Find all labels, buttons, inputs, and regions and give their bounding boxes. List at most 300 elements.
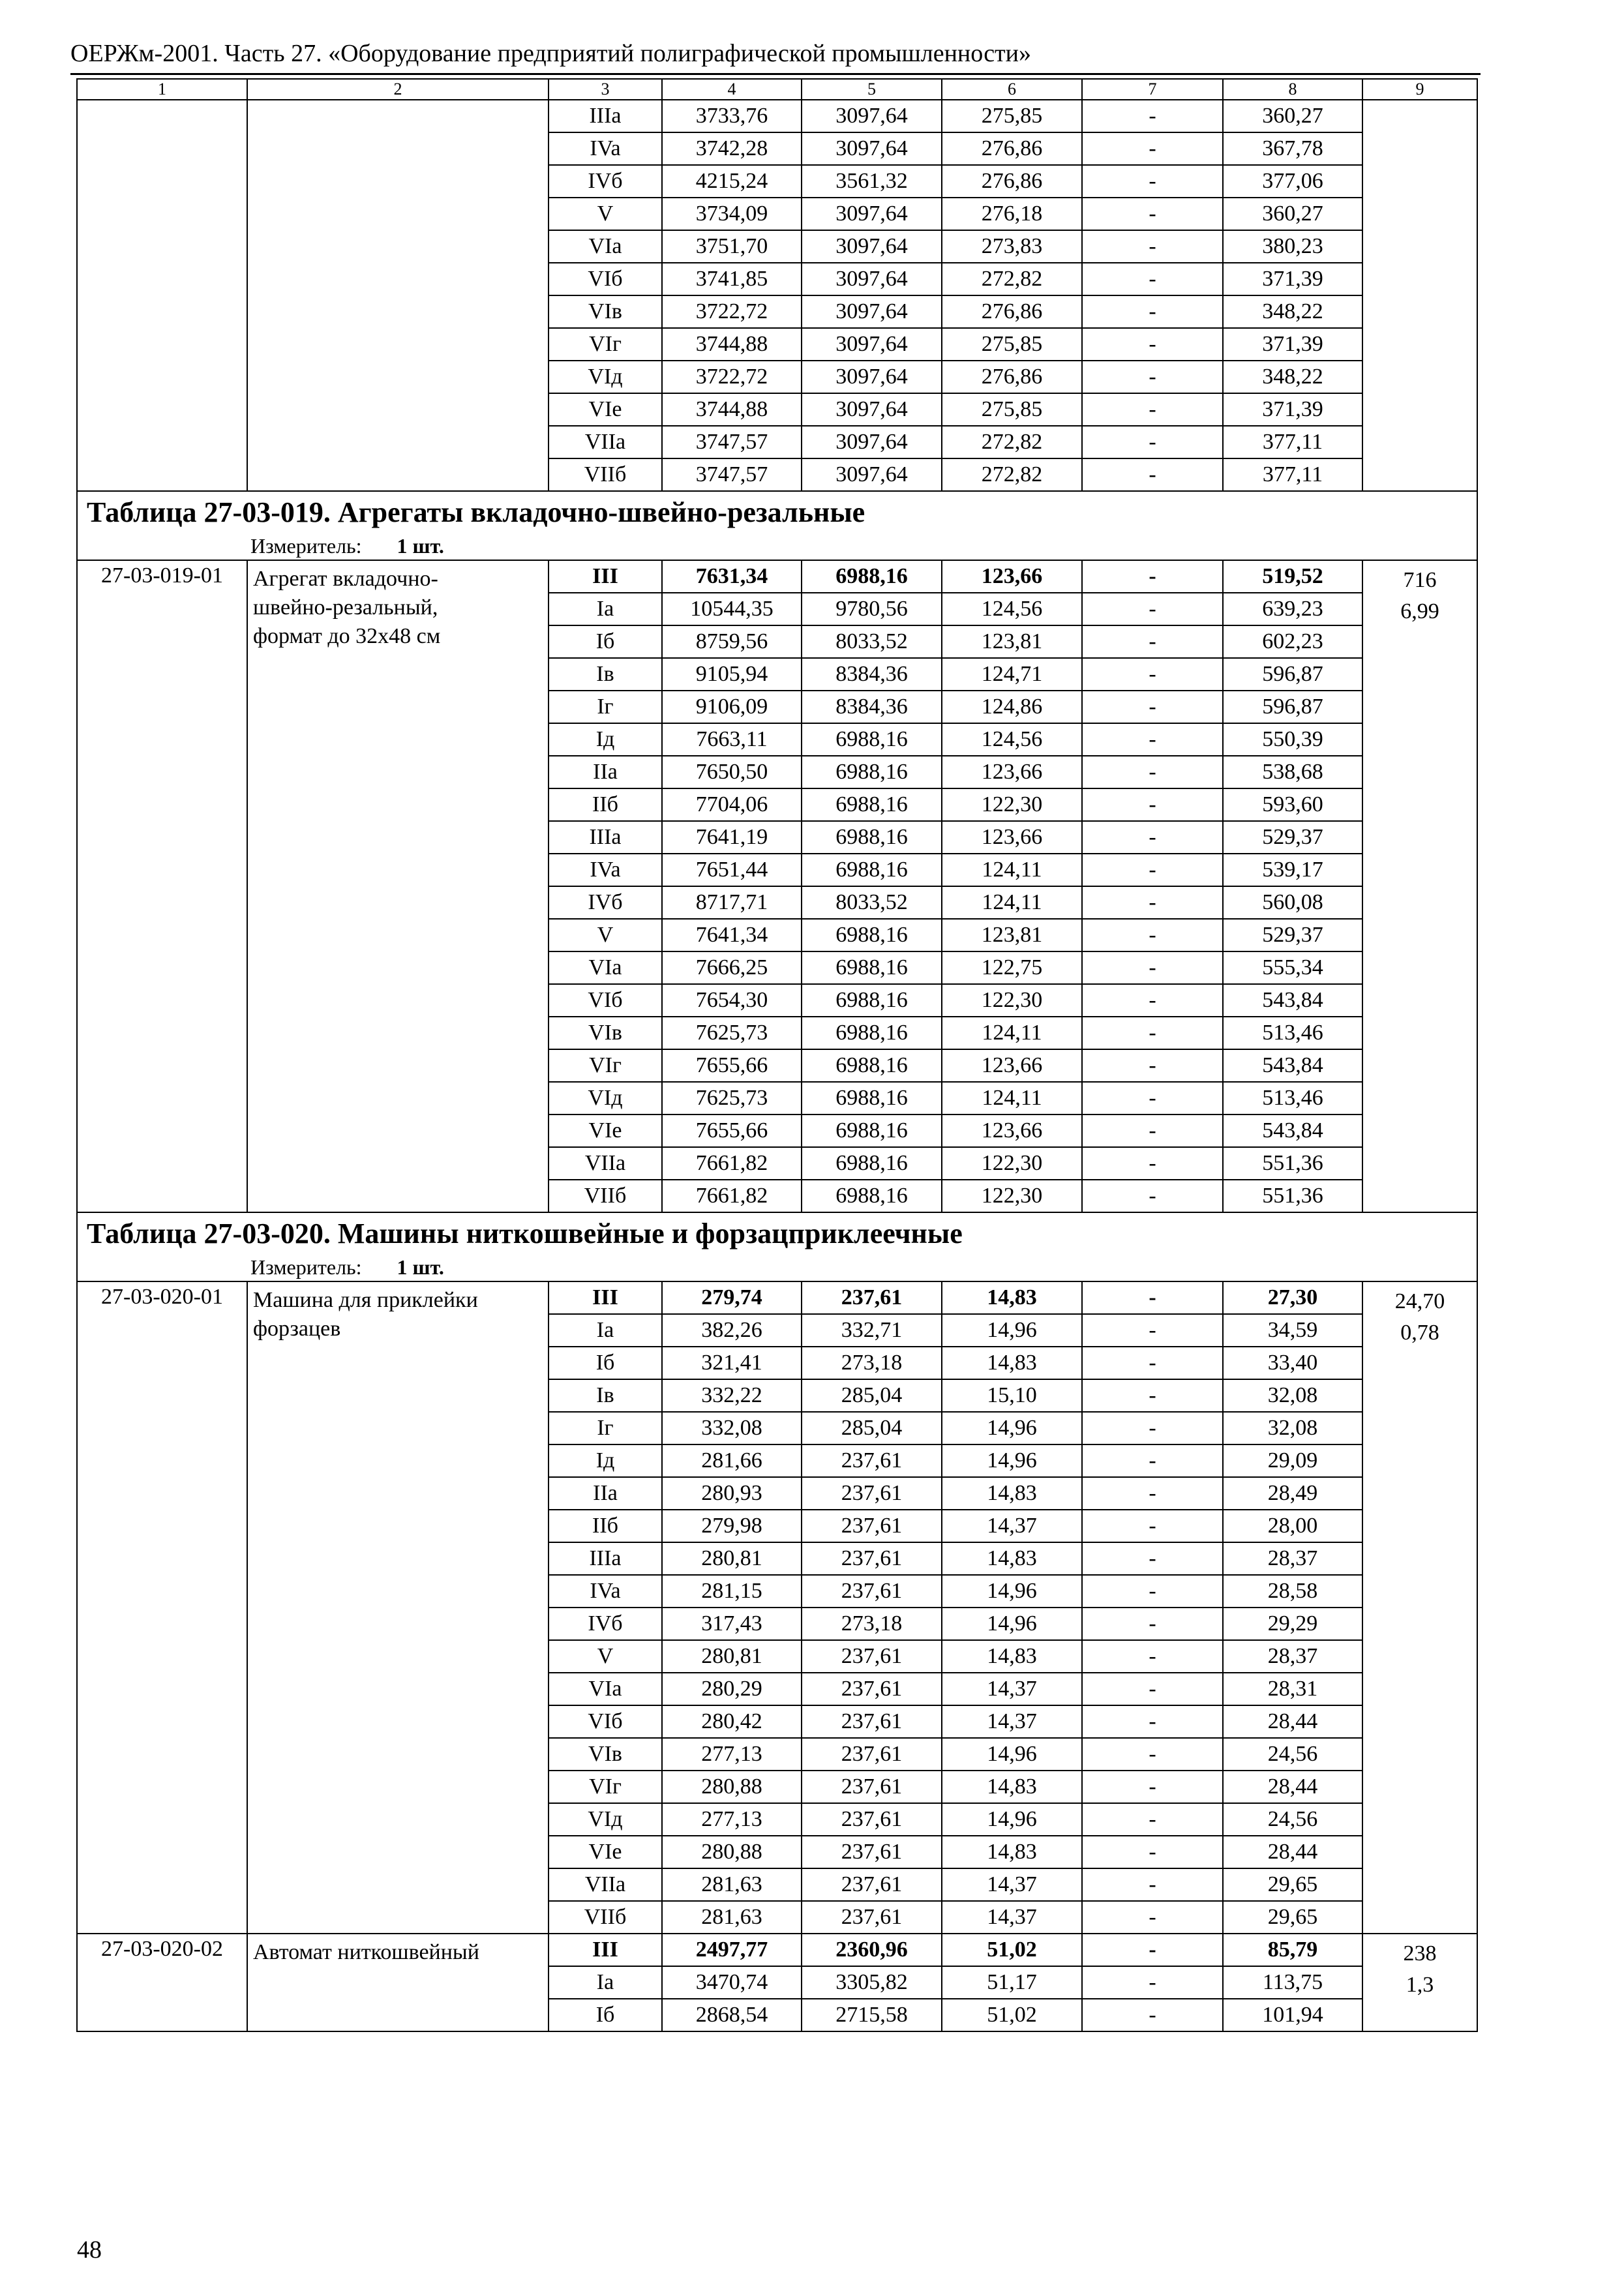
section-title: Таблица 27-03-020. Машины ниткошвейные и форзацприклеечные [77, 1212, 1477, 1255]
value-cell: 543,84 [1223, 1049, 1362, 1082]
value-cell: 3747,57 [662, 426, 802, 458]
value-cell: - [1082, 1966, 1223, 1999]
value-cell: 3734,09 [662, 198, 802, 230]
value-cell: 3097,64 [802, 132, 942, 165]
value-cell: 237,61 [802, 1575, 942, 1608]
value-cell: V [549, 919, 662, 951]
col9-cell: 716 6,99 [1362, 560, 1477, 1212]
value-cell: - [1082, 1147, 1223, 1180]
value-cell: - [1082, 951, 1223, 984]
value-cell: VIe [549, 1115, 662, 1147]
value-cell: 3733,76 [662, 100, 802, 132]
value-cell: 529,37 [1223, 821, 1362, 854]
value-cell: 124,11 [942, 1082, 1082, 1115]
value-cell: 275,85 [942, 328, 1082, 361]
value-cell: 602,23 [1223, 625, 1362, 658]
value-cell: VIe [549, 1836, 662, 1868]
value-cell: 124,86 [942, 691, 1082, 723]
name-cell: Агрегат вкладочно- швейно-резальный, формат до 32х48 см [247, 560, 549, 1212]
value-cell: 8033,52 [802, 625, 942, 658]
value-cell: VIв [549, 1738, 662, 1771]
value-cell: 123,81 [942, 919, 1082, 951]
value-cell: - [1082, 458, 1223, 491]
value-cell: 281,63 [662, 1901, 802, 1934]
value-cell: - [1082, 198, 1223, 230]
value-cell: 551,36 [1223, 1180, 1362, 1212]
value-cell: 29,09 [1223, 1444, 1362, 1477]
value-cell: 272,82 [942, 426, 1082, 458]
value-cell: - [1082, 393, 1223, 426]
value-cell: 371,39 [1223, 393, 1362, 426]
value-cell: - [1082, 788, 1223, 821]
value-cell: VIa [549, 1673, 662, 1705]
value-cell: - [1082, 1868, 1223, 1901]
value-cell: 513,46 [1223, 1082, 1362, 1115]
value-cell: 3722,72 [662, 361, 802, 393]
value-cell: 3561,32 [802, 165, 942, 198]
value-cell: - [1082, 1115, 1223, 1147]
value-cell: 281,66 [662, 1444, 802, 1477]
value-cell: - [1082, 426, 1223, 458]
value-cell: 6988,16 [802, 854, 942, 886]
code-cell: 27-03-019-01 [77, 560, 247, 1212]
col9-cell: 24,70 0,78 [1362, 1281, 1477, 1934]
value-cell: 279,74 [662, 1281, 802, 1314]
value-cell: 276,86 [942, 132, 1082, 165]
value-cell: 272,82 [942, 263, 1082, 295]
value-cell: 6988,16 [802, 756, 942, 788]
value-cell: 332,22 [662, 1379, 802, 1412]
value-cell: 7650,50 [662, 756, 802, 788]
column-number: 7 [1082, 79, 1223, 100]
column-number: 2 [247, 79, 549, 100]
column-number: 5 [802, 79, 942, 100]
value-cell: 6988,16 [802, 1180, 942, 1212]
value-cell: 6988,16 [802, 1017, 942, 1049]
col9-cell: 238 1,3 [1362, 1934, 1477, 2031]
value-cell: 276,86 [942, 295, 1082, 328]
section-title-row [77, 491, 1477, 533]
header-rule [70, 73, 1481, 75]
value-cell: 543,84 [1223, 984, 1362, 1017]
value-cell: Ia [549, 593, 662, 625]
value-cell: 332,71 [802, 1314, 942, 1347]
value-cell: 7661,82 [662, 1147, 802, 1180]
value-cell: 28,58 [1223, 1575, 1362, 1608]
value-cell: VIIa [549, 426, 662, 458]
value-cell: 28,37 [1223, 1542, 1362, 1575]
value-cell: VIг [549, 1049, 662, 1082]
value-cell: 237,61 [802, 1444, 942, 1477]
value-cell: - [1082, 1444, 1223, 1477]
value-cell: - [1082, 1705, 1223, 1738]
value-cell: Ia [549, 1966, 662, 1999]
value-cell: 51,02 [942, 1934, 1082, 1966]
value-cell: 3097,64 [802, 426, 942, 458]
value-cell: 122,30 [942, 1180, 1082, 1212]
value-cell: - [1082, 1542, 1223, 1575]
value-cell: 285,04 [802, 1379, 942, 1412]
value-cell: - [1082, 230, 1223, 263]
value-cell: 377,06 [1223, 165, 1362, 198]
value-cell: 6988,16 [802, 984, 942, 1017]
value-cell: 122,75 [942, 951, 1082, 984]
value-cell: Iб [549, 1999, 662, 2031]
value-cell: - [1082, 165, 1223, 198]
value-cell: 14,96 [942, 1738, 1082, 1771]
value-cell: 28,44 [1223, 1771, 1362, 1803]
value-cell: 273,18 [802, 1608, 942, 1640]
value-cell: 277,13 [662, 1738, 802, 1771]
value-cell: 7651,44 [662, 854, 802, 886]
value-cell: IIб [549, 788, 662, 821]
value-cell: 6988,16 [802, 1147, 942, 1180]
value-cell: 123,66 [942, 756, 1082, 788]
value-cell: 560,08 [1223, 886, 1362, 919]
value-cell: 14,37 [942, 1705, 1082, 1738]
value-cell: IIб [549, 1510, 662, 1542]
measure-cell [77, 1255, 1477, 1281]
value-cell: 6988,16 [802, 821, 942, 854]
value-cell: 272,82 [942, 458, 1082, 491]
value-cell: - [1082, 1082, 1223, 1115]
value-cell: 3097,64 [802, 230, 942, 263]
value-cell: 539,17 [1223, 854, 1362, 886]
value-cell: - [1082, 625, 1223, 658]
code-cell: 27-03-020-01 [77, 1281, 247, 1934]
table-row [77, 100, 1477, 132]
value-cell: 2360,96 [802, 1934, 942, 1966]
value-cell: 124,71 [942, 658, 1082, 691]
value-cell: - [1082, 361, 1223, 393]
value-cell: 285,04 [802, 1412, 942, 1444]
value-cell: - [1082, 295, 1223, 328]
value-cell: 14,37 [942, 1673, 1082, 1705]
value-cell: 32,08 [1223, 1379, 1362, 1412]
value-cell: - [1082, 984, 1223, 1017]
value-cell: 14,96 [942, 1314, 1082, 1347]
value-cell: - [1082, 1379, 1223, 1412]
value-cell: IVa [549, 854, 662, 886]
value-cell: - [1082, 756, 1223, 788]
value-cell: 538,68 [1223, 756, 1362, 788]
value-cell: IIIa [549, 1542, 662, 1575]
value-cell: 7655,66 [662, 1115, 802, 1147]
value-cell: - [1082, 1771, 1223, 1803]
value-cell: - [1082, 1738, 1223, 1771]
value-cell: VIд [549, 1082, 662, 1115]
value-cell: 237,61 [802, 1477, 942, 1510]
value-cell: Iб [549, 625, 662, 658]
value-cell: 24,56 [1223, 1803, 1362, 1836]
value-cell: 6988,16 [802, 1082, 942, 1115]
value-cell: 6988,16 [802, 1115, 942, 1147]
value-cell: 596,87 [1223, 691, 1362, 723]
value-cell: IVб [549, 1608, 662, 1640]
value-cell: 4215,24 [662, 165, 802, 198]
value-cell: 317,43 [662, 1608, 802, 1640]
value-cell: VIб [549, 1705, 662, 1738]
value-cell: 280,29 [662, 1673, 802, 1705]
value-cell: 321,41 [662, 1347, 802, 1379]
value-cell: 7654,30 [662, 984, 802, 1017]
value-cell: Iд [549, 1444, 662, 1477]
value-cell: 124,11 [942, 854, 1082, 886]
value-cell: 8384,36 [802, 691, 942, 723]
value-cell: - [1082, 1049, 1223, 1082]
value-cell: 273,83 [942, 230, 1082, 263]
value-cell: 6988,16 [802, 788, 942, 821]
value-cell: 7666,25 [662, 951, 802, 984]
value-cell: 3742,28 [662, 132, 802, 165]
value-cell: IVб [549, 165, 662, 198]
value-cell: 9780,56 [802, 593, 942, 625]
value-cell: 2715,58 [802, 1999, 942, 2031]
value-cell: 101,94 [1223, 1999, 1362, 2031]
value-cell: - [1082, 1608, 1223, 1640]
value-cell: 529,37 [1223, 919, 1362, 951]
value-cell: 3744,88 [662, 393, 802, 426]
value-cell: 2497,77 [662, 1934, 802, 1966]
measure-label: Измеритель: [250, 534, 362, 558]
value-cell: 237,61 [802, 1542, 942, 1575]
value-cell: - [1082, 1017, 1223, 1049]
value-cell: 28,37 [1223, 1640, 1362, 1673]
value-cell: 6988,16 [802, 1049, 942, 1082]
value-cell: 280,93 [662, 1477, 802, 1510]
value-cell: VIIб [549, 1901, 662, 1934]
value-cell: 34,59 [1223, 1314, 1362, 1347]
value-cell: 7625,73 [662, 1082, 802, 1115]
value-cell: 122,30 [942, 1147, 1082, 1180]
section-title-row [77, 1212, 1477, 1255]
value-cell: 6988,16 [802, 919, 942, 951]
value-cell: 277,13 [662, 1803, 802, 1836]
value-cell: Iб [549, 1347, 662, 1379]
value-cell: 3097,64 [802, 263, 942, 295]
value-cell: 280,81 [662, 1542, 802, 1575]
value-cell: VIг [549, 1771, 662, 1803]
measure-label: Измеритель: [250, 1255, 362, 1279]
measure-row [77, 1255, 1477, 1281]
value-cell: 237,61 [802, 1281, 942, 1314]
value-cell: - [1082, 723, 1223, 756]
value-cell: V [549, 1640, 662, 1673]
value-cell: 281,63 [662, 1868, 802, 1901]
code-cell [77, 100, 247, 491]
column-number: 9 [1362, 79, 1477, 100]
value-cell: IIa [549, 1477, 662, 1510]
name-cell: Автомат ниткошвейный [247, 1934, 549, 2031]
value-cell: 237,61 [802, 1738, 942, 1771]
value-cell: 14,96 [942, 1412, 1082, 1444]
value-cell: 3722,72 [662, 295, 802, 328]
value-cell: 6988,16 [802, 951, 942, 984]
column-number: 6 [942, 79, 1082, 100]
value-cell: 348,22 [1223, 295, 1362, 328]
value-cell: 596,87 [1223, 658, 1362, 691]
value-cell: 3097,64 [802, 393, 942, 426]
column-number-row [77, 79, 1477, 100]
value-cell: 2868,54 [662, 1999, 802, 2031]
value-cell: 8033,52 [802, 886, 942, 919]
value-cell: 276,86 [942, 165, 1082, 198]
value-cell: 14,83 [942, 1640, 1082, 1673]
value-cell: 279,98 [662, 1510, 802, 1542]
value-cell: III [549, 1281, 662, 1314]
value-cell: 14,83 [942, 1281, 1082, 1314]
value-cell: - [1082, 1575, 1223, 1608]
value-cell: VIг [549, 328, 662, 361]
value-cell: 371,39 [1223, 328, 1362, 361]
value-cell: 280,88 [662, 1771, 802, 1803]
value-cell: 28,00 [1223, 1510, 1362, 1542]
value-cell: 281,15 [662, 1575, 802, 1608]
value-cell: 7661,82 [662, 1180, 802, 1212]
value-cell: - [1082, 593, 1223, 625]
value-cell: 360,27 [1223, 100, 1362, 132]
value-cell: 7641,34 [662, 919, 802, 951]
value-cell: - [1082, 854, 1223, 886]
value-cell: - [1082, 1836, 1223, 1868]
value-cell: 14,96 [942, 1803, 1082, 1836]
value-cell: - [1082, 1673, 1223, 1705]
value-cell: 3097,64 [802, 328, 942, 361]
value-cell: 27,30 [1223, 1281, 1362, 1314]
column-number: 4 [662, 79, 802, 100]
measure-cell [77, 533, 1477, 560]
code-cell: 27-03-020-02 [77, 1934, 247, 2031]
value-cell: 237,61 [802, 1673, 942, 1705]
value-cell: III [549, 1934, 662, 1966]
value-cell: VIIa [549, 1147, 662, 1180]
value-cell: 6988,16 [802, 560, 942, 593]
table-row [77, 1281, 1477, 1314]
value-cell: 28,44 [1223, 1705, 1362, 1738]
col9-cell [1362, 100, 1477, 491]
value-cell: 8717,71 [662, 886, 802, 919]
value-cell: 123,66 [942, 1115, 1082, 1147]
value-cell: - [1082, 1412, 1223, 1444]
value-cell: 275,85 [942, 393, 1082, 426]
value-cell: 377,11 [1223, 458, 1362, 491]
price-table [76, 78, 1478, 2032]
value-cell: 371,39 [1223, 263, 1362, 295]
value-cell: 29,65 [1223, 1868, 1362, 1901]
measure-value: 1 шт. [397, 534, 444, 558]
value-cell: - [1082, 328, 1223, 361]
value-cell: 7625,73 [662, 1017, 802, 1049]
value-cell: 14,83 [942, 1347, 1082, 1379]
value-cell: 367,78 [1223, 132, 1362, 165]
value-cell: 513,46 [1223, 1017, 1362, 1049]
value-cell: - [1082, 1510, 1223, 1542]
measure-value: 1 шт. [397, 1255, 444, 1279]
value-cell: - [1082, 1934, 1223, 1966]
value-cell: 3097,64 [802, 458, 942, 491]
measure-row [77, 533, 1477, 560]
name-cell: Машина для приклейки форзацев [247, 1281, 549, 1934]
value-cell: 51,02 [942, 1999, 1082, 2031]
value-cell: 3305,82 [802, 1966, 942, 1999]
value-cell: 280,81 [662, 1640, 802, 1673]
value-cell: 10544,35 [662, 593, 802, 625]
value-cell: 28,49 [1223, 1477, 1362, 1510]
value-cell: - [1082, 1477, 1223, 1510]
value-cell: 85,79 [1223, 1934, 1362, 1966]
value-cell: Ia [549, 1314, 662, 1347]
value-cell: 280,88 [662, 1836, 802, 1868]
value-cell: 3470,74 [662, 1966, 802, 1999]
value-cell: - [1082, 1180, 1223, 1212]
value-cell: VIa [549, 230, 662, 263]
value-cell: - [1082, 560, 1223, 593]
value-cell: IVa [549, 132, 662, 165]
value-cell: 275,85 [942, 100, 1082, 132]
column-number: 3 [549, 79, 662, 100]
value-cell: 237,61 [802, 1868, 942, 1901]
value-cell: Iг [549, 1412, 662, 1444]
value-cell: IVa [549, 1575, 662, 1608]
value-cell: Iг [549, 691, 662, 723]
value-cell: 28,31 [1223, 1673, 1362, 1705]
value-cell: 124,11 [942, 886, 1082, 919]
value-cell: - [1082, 132, 1223, 165]
value-cell: 123,66 [942, 1049, 1082, 1082]
value-cell: 29,65 [1223, 1901, 1362, 1934]
value-cell: - [1082, 886, 1223, 919]
value-cell: IVб [549, 886, 662, 919]
value-cell: VIa [549, 951, 662, 984]
value-cell: - [1082, 1347, 1223, 1379]
value-cell: 14,96 [942, 1444, 1082, 1477]
value-cell: 14,83 [942, 1477, 1082, 1510]
value-cell: 14,96 [942, 1608, 1082, 1640]
value-cell: 29,29 [1223, 1608, 1362, 1640]
column-number: 8 [1223, 79, 1362, 100]
value-cell: - [1082, 821, 1223, 854]
value-cell: 14,83 [942, 1542, 1082, 1575]
value-cell: 28,44 [1223, 1836, 1362, 1868]
value-cell: 7631,34 [662, 560, 802, 593]
value-cell: - [1082, 1999, 1223, 2031]
value-cell: 332,08 [662, 1412, 802, 1444]
value-cell: VIe [549, 393, 662, 426]
value-cell: IIa [549, 756, 662, 788]
value-cell: 3747,57 [662, 458, 802, 491]
value-cell: 122,30 [942, 984, 1082, 1017]
value-cell: 113,75 [1223, 1966, 1362, 1999]
value-cell: 3097,64 [802, 361, 942, 393]
value-cell: 7663,11 [662, 723, 802, 756]
value-cell: - [1082, 1640, 1223, 1673]
value-cell: 360,27 [1223, 198, 1362, 230]
value-cell: 593,60 [1223, 788, 1362, 821]
value-cell: 7655,66 [662, 1049, 802, 1082]
value-cell: 377,11 [1223, 426, 1362, 458]
value-cell: 14,37 [942, 1510, 1082, 1542]
value-cell: 24,56 [1223, 1738, 1362, 1771]
value-cell: 3741,85 [662, 263, 802, 295]
section-title: Таблица 27-03-019. Агрегаты вкладочно-швейно-резальные [77, 491, 1477, 533]
value-cell: 3751,70 [662, 230, 802, 263]
table-row [77, 560, 1477, 593]
value-cell: VIIб [549, 458, 662, 491]
value-cell: VIд [549, 361, 662, 393]
value-cell: 276,86 [942, 361, 1082, 393]
value-cell: 237,61 [802, 1803, 942, 1836]
value-cell: - [1082, 1314, 1223, 1347]
